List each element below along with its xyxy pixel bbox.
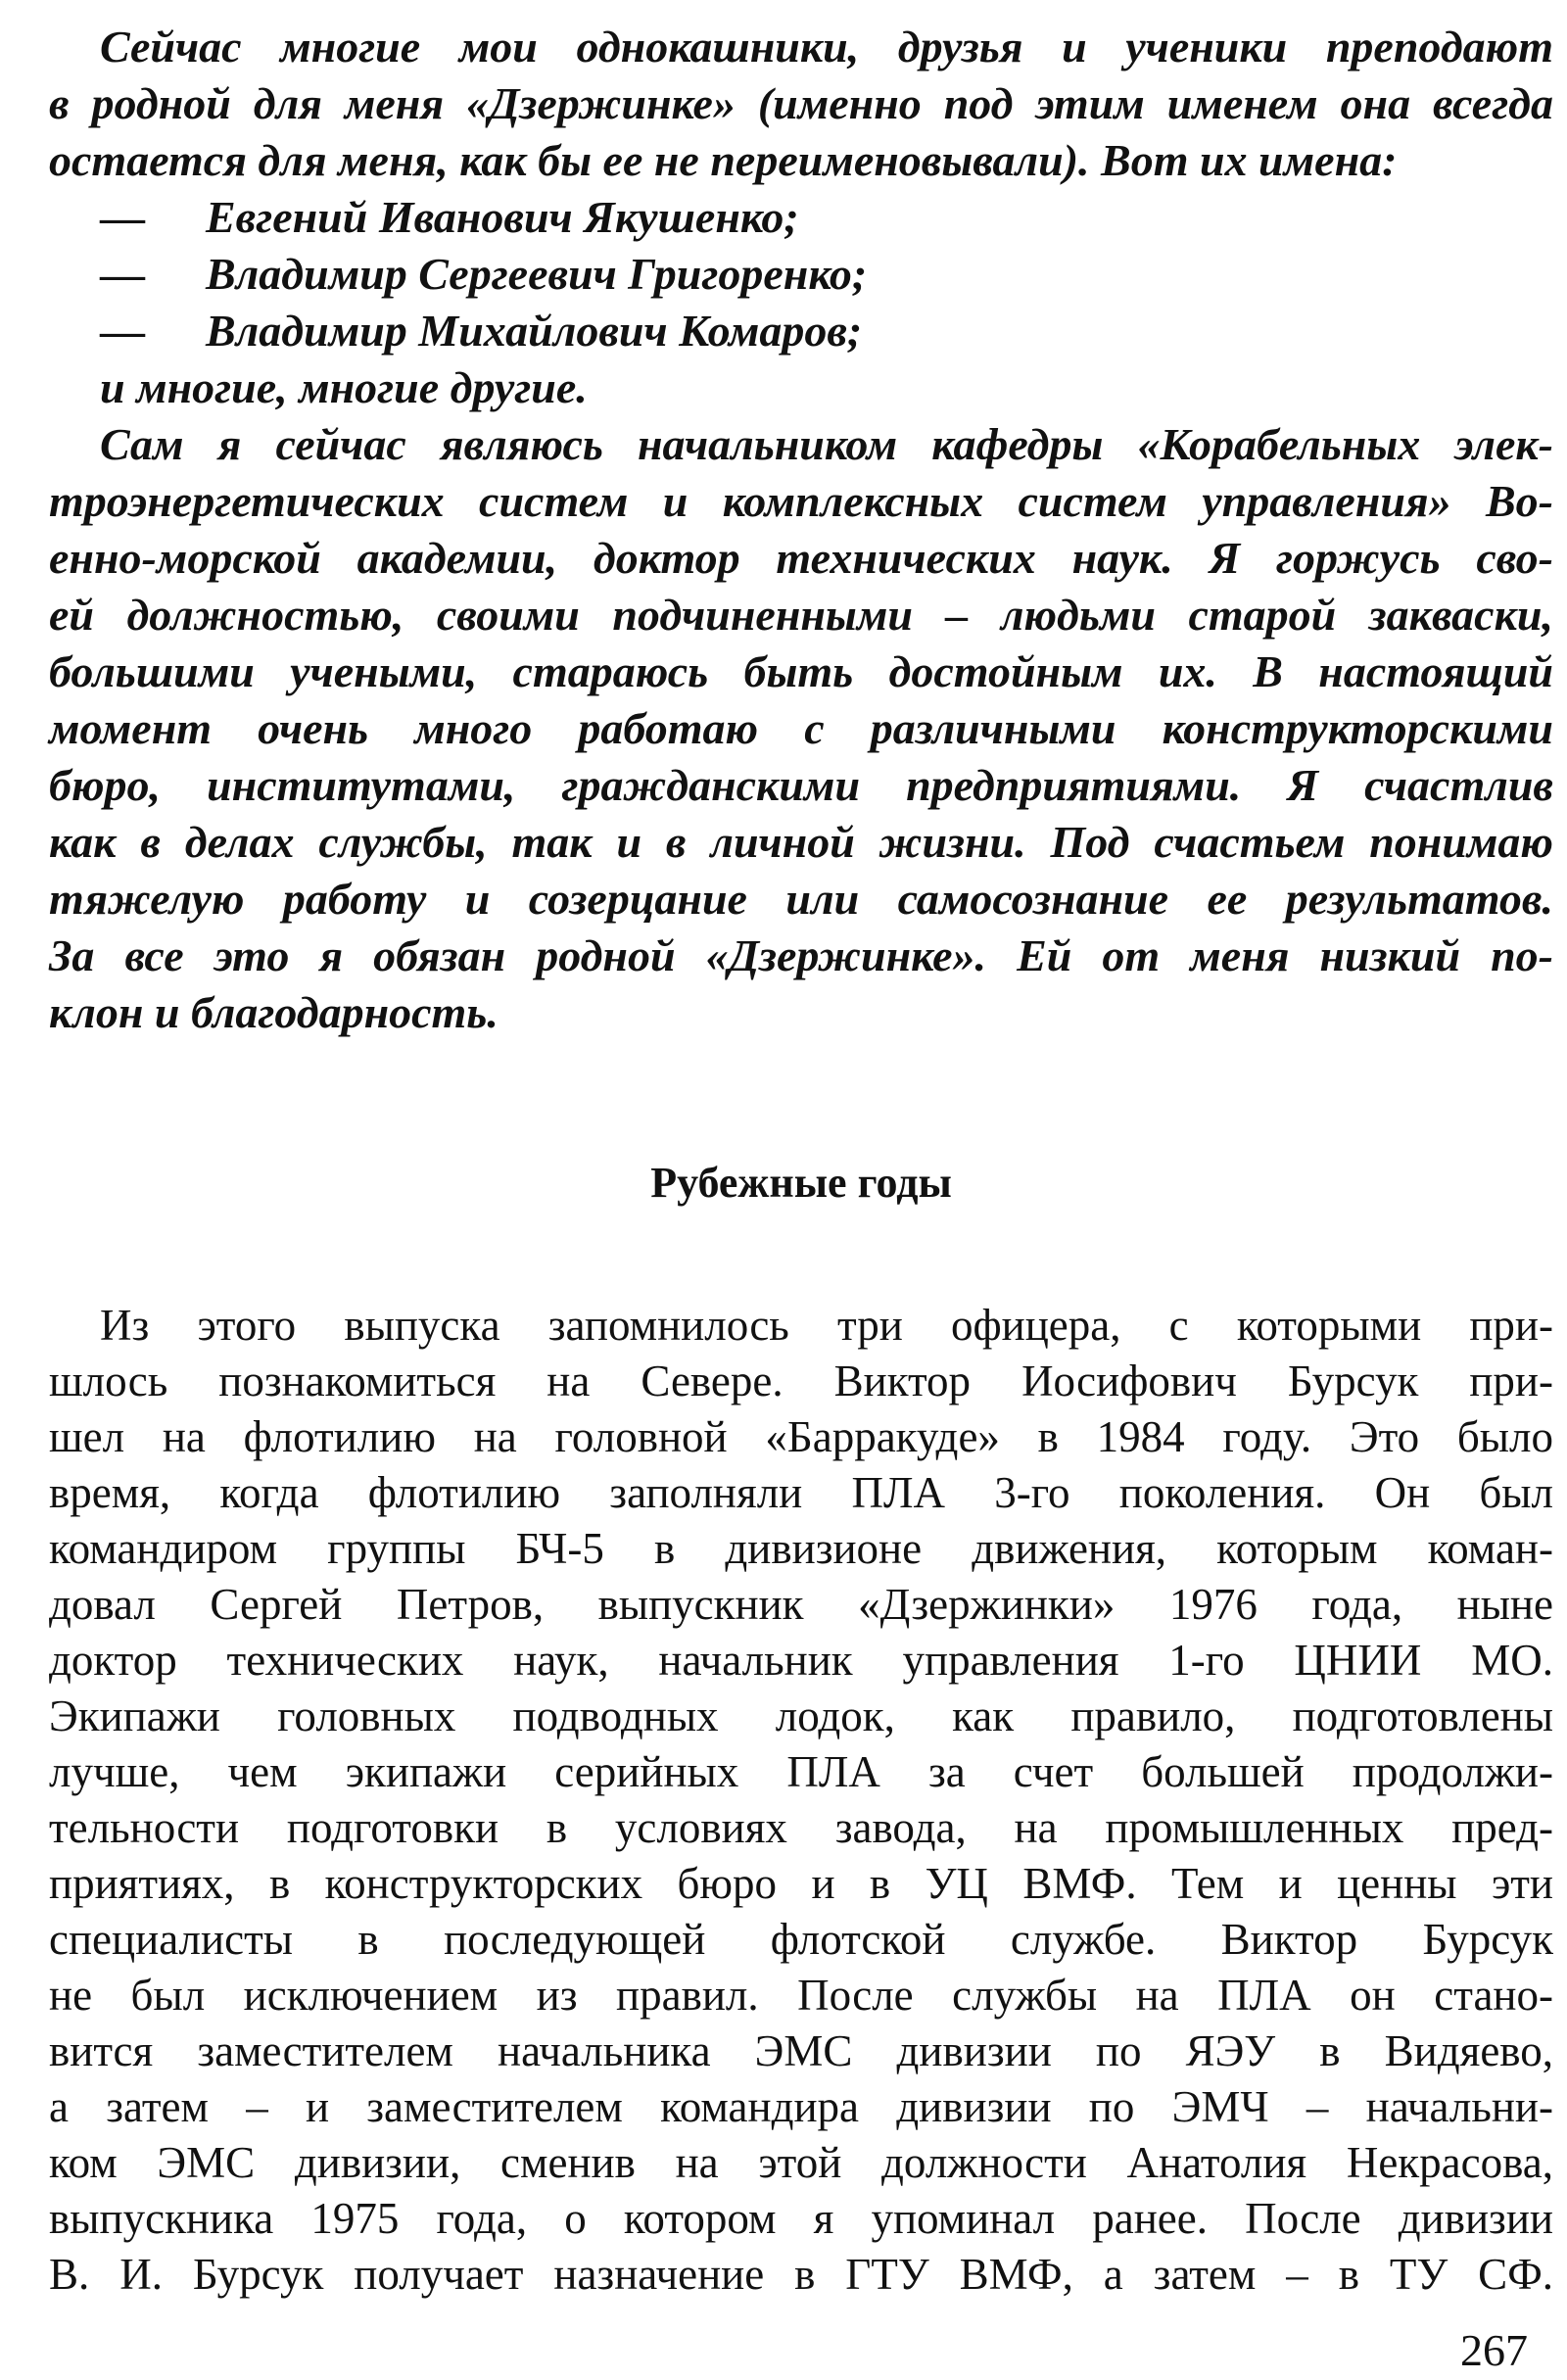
others-line: и многие, многие другие. <box>100 362 588 412</box>
body-line: время, когда флотилию заполняли ПЛА 3-го поколения. Он был <box>49 1468 1553 1517</box>
list-dash: — <box>100 192 145 242</box>
body-line: не был исключением из правил. После службы на ПЛА он стано- <box>49 1971 1553 2020</box>
closing-line: ей должностью, своими подчиненными – людьми старой закваски, <box>49 590 1553 640</box>
body-line: шлось познакомиться на Севере. Виктор Иосифович Бурсук при- <box>49 1357 1553 1405</box>
section-title: Рубежные годы <box>650 1159 952 1207</box>
body-line: тельности подготовки в условиях завода, на промышленных пред- <box>49 1803 1553 1852</box>
closing-line: как в делах службы, так и в личной жизни. Под счастьем понимаю <box>49 817 1553 867</box>
closing-line: За все это я обязан родной «Дзержинке». Ей от меня низкий по- <box>49 930 1553 980</box>
name-list-item <box>49 245 1553 304</box>
body-line: Экипажи головных подводных лодок, как правило, подготовлены <box>49 1691 1553 1740</box>
body-line: ком ЭМС дивизии, сменив на этой должности Анатолия Некрасова, <box>49 2138 1553 2187</box>
body-line: довал Сергей Петров, выпускник «Дзержинки» 1976 года, ныне <box>49 1580 1553 1629</box>
body-line: вится заместителем начальника ЭМС дивизии по ЯЭУ в Видяево, <box>49 2026 1553 2075</box>
closing-line: клон и благодарность. <box>49 987 499 1037</box>
name-text: Владимир Михайлович Комаров; <box>206 306 863 356</box>
body-line: Из этого выпуска запомнилось три офицера, с которыми при- <box>100 1301 1553 1350</box>
closing-line: енно-морской академии, доктор технических наук. Я горжусь сво- <box>49 533 1553 583</box>
body-line: командиром группы БЧ-5 в дивизионе движения, которым коман- <box>49 1524 1553 1573</box>
page-number: 267 <box>1460 2325 1528 2375</box>
closing-line: бюро, институтами, гражданскими предприятиями. Я счастлив <box>49 760 1553 810</box>
body-line: специалисты в последующей флотской службе. Виктор Бурсук <box>49 1915 1553 1964</box>
body-line: лучше, чем экипажи серийных ПЛА за счет большей продолжи- <box>49 1747 1553 1796</box>
closing-line: большими учеными, стараюсь быть достойным их. В настоящий <box>49 646 1553 696</box>
intro-line: в родной для меня «Дзержинке» (именно под этим именем она всегда <box>49 78 1553 128</box>
name-text: Владимир Сергеевич Григоренко; <box>206 249 868 299</box>
body-line: выпускника 1975 года, о котором я упоминал ранее. После дивизии <box>49 2194 1553 2243</box>
name-list-item <box>49 302 1553 360</box>
closing-line: момент очень много работаю с различными конструкторскими <box>49 703 1553 753</box>
body-line: шел на флотилию на головной «Барракуде» в 1984 году. Это было <box>49 1412 1553 1461</box>
name-text: Евгений Иванович Якушенко; <box>206 192 799 242</box>
body-line: В. И. Бурсук получает назначение в ГТУ ВМФ, а затем – в ТУ СФ. <box>49 2250 1553 2299</box>
closing-line: троэнергетических систем и комплексных систем управления» Во- <box>49 476 1553 526</box>
closing-line: тяжелую работу и созерцание или самосознание ее результатов. <box>49 874 1553 924</box>
book-page <box>49 18 1553 2375</box>
intro-line: Сейчас многие мои однокашники, друзья и ученики преподают <box>100 22 1553 71</box>
body-line: а затем – и заместителем командира дивизии по ЭМЧ – начальни- <box>49 2082 1553 2131</box>
body-line: приятиях, в конструкторских бюро и в УЦ ВМФ. Тем и ценны эти <box>49 1859 1553 1908</box>
intro-line: остается для меня, как бы ее не переименовывали). Вот их имена: <box>49 135 1398 185</box>
name-list-item <box>49 188 1553 247</box>
list-dash: — <box>100 306 145 356</box>
list-dash: — <box>100 249 145 299</box>
body-line: доктор технических наук, начальник управления 1-го ЦНИИ МО. <box>49 1636 1553 1685</box>
closing-line: Сам я сейчас являюсь начальником кафедры «Корабельных элек- <box>100 419 1553 469</box>
